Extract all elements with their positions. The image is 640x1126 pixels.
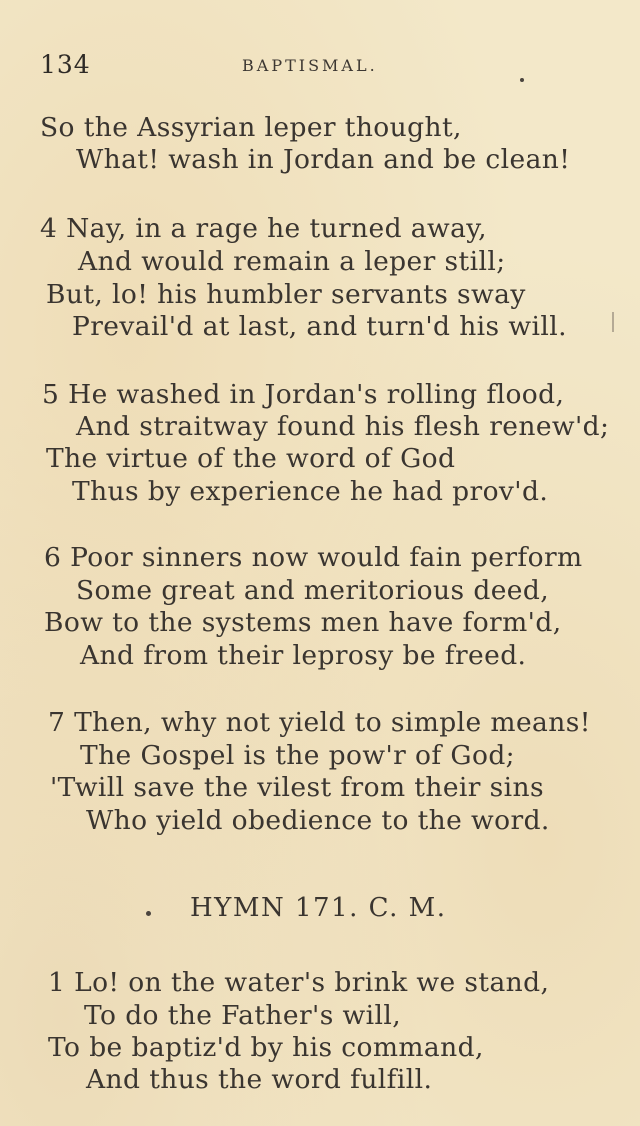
verse-line: And thus the word fulfill. (86, 1064, 433, 1095)
running-title: BAPTISMAL. (242, 56, 378, 75)
verse-line: The Gospel is the pow'r of God; (80, 740, 516, 771)
ink-speck (520, 78, 524, 82)
verse-line: 'Twill save the vilest from their sins (50, 772, 545, 803)
verse-line: Prevail'd at last, and turn'd his will. (72, 311, 567, 342)
verse-line: And from their leprosy be freed. (80, 640, 527, 671)
verse-line: To be baptiz'd by his command, (48, 1032, 484, 1063)
verse-line: So the Assyrian leper thought, (40, 112, 462, 143)
verse-line: The virtue of the word of God (46, 443, 456, 474)
verse-line: 1 Lo! on the water's brink we stand, (48, 967, 550, 998)
page-number: 134 (40, 50, 91, 79)
verse-line: 4 Nay, in a rage he turned away, (40, 213, 487, 244)
page-header (0, 50, 640, 80)
verse-line: 6 Poor sinners now would fain perform (44, 542, 583, 573)
hymn-title: HYMN 171. C. M. (190, 893, 447, 923)
bullet-dot (146, 911, 151, 916)
margin-mark (612, 312, 614, 332)
hymn-heading (0, 893, 640, 933)
verse-line: And would remain a leper still; (78, 246, 506, 277)
verse-line: But, lo! his humbler servants sway (46, 279, 526, 310)
verse-line: Who yield obedience to the word. (86, 805, 550, 836)
verse-line: And straitway found his flesh renew'd; (76, 411, 610, 442)
verse-line: Some great and meritorious deed, (76, 575, 550, 606)
verse-line: Thus by experience he had prov'd. (72, 476, 549, 507)
verse-line: 7 Then, why not yield to simple means! (48, 707, 591, 738)
verse-line: 5 He washed in Jordan's rolling flood, (42, 379, 565, 410)
verse-line: What! wash in Jordan and be clean! (76, 144, 571, 175)
verse-line: Bow to the systems men have form'd, (44, 607, 562, 638)
verse-line: To do the Father's will, (84, 1000, 402, 1031)
